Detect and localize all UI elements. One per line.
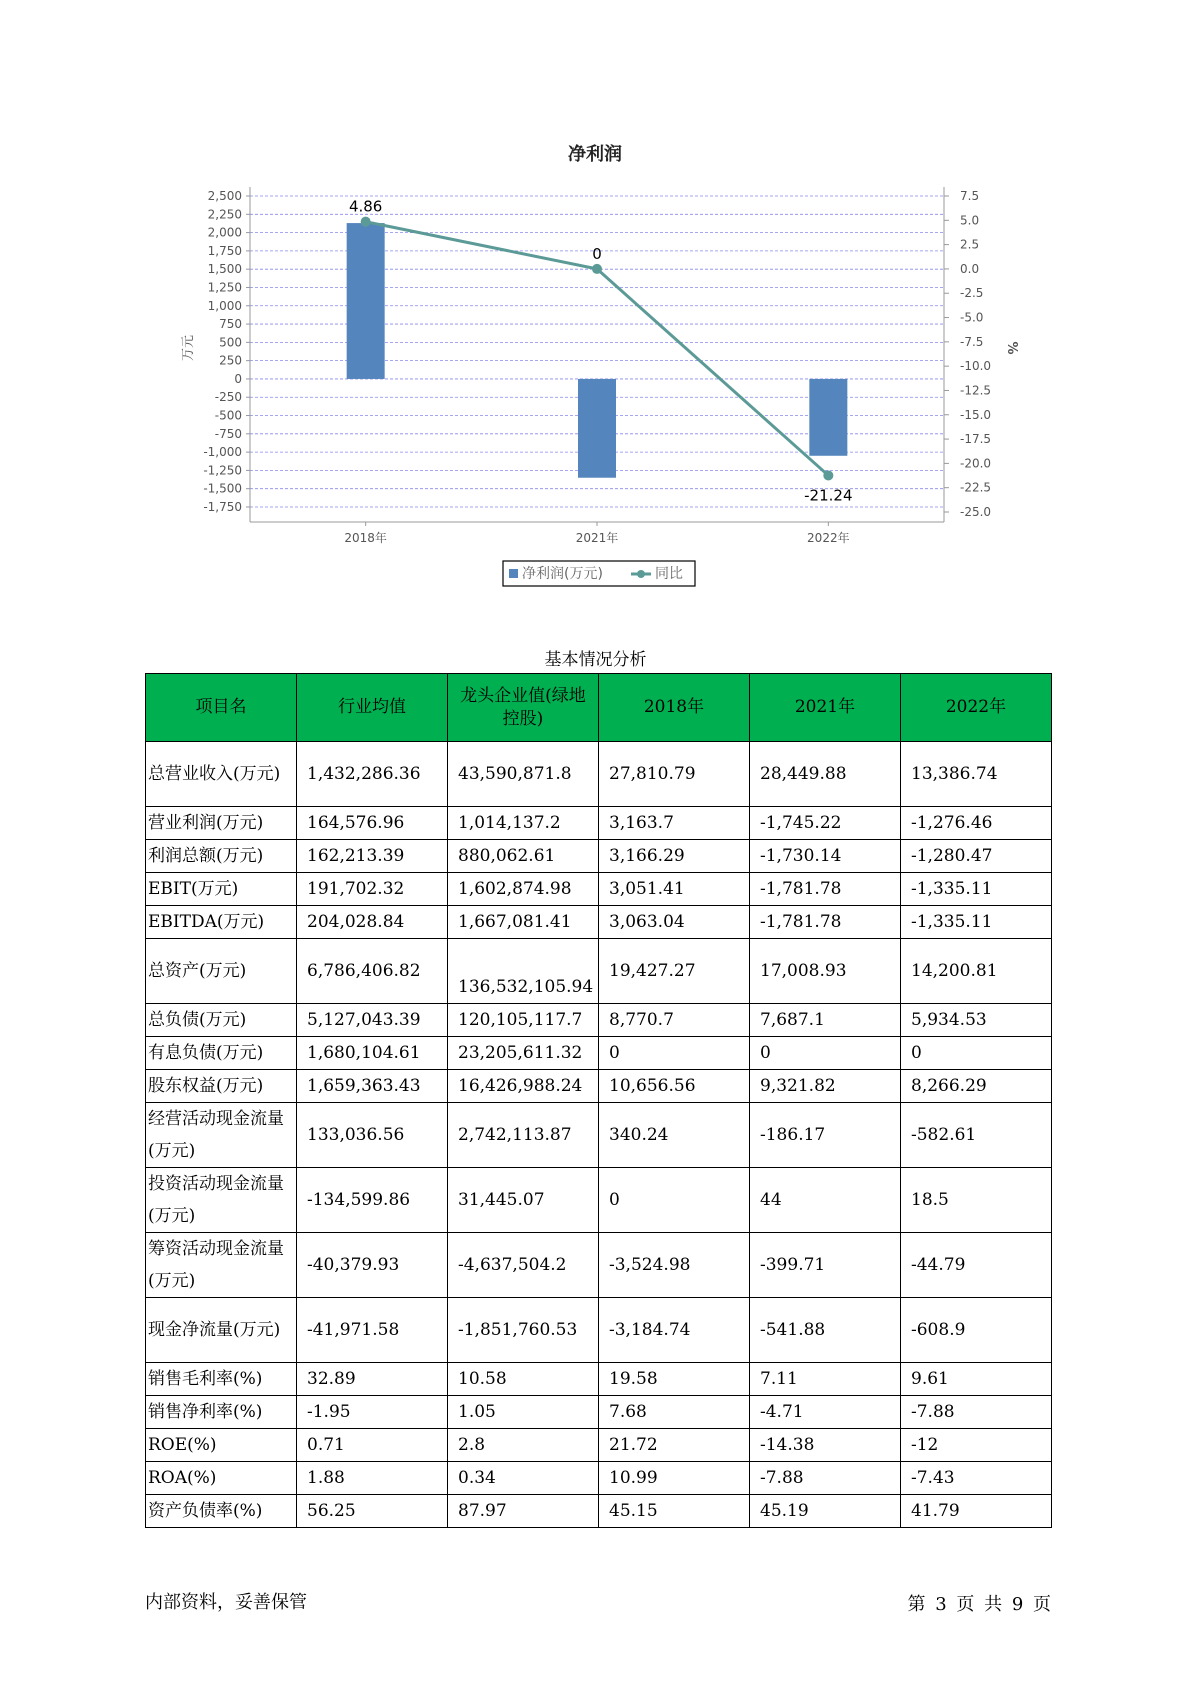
table-cell: 0 xyxy=(599,1037,750,1070)
table-cell: 1,659,363.43 xyxy=(297,1070,448,1103)
table-cell: -608.9 xyxy=(901,1298,1052,1363)
table-cell: -41,971.58 xyxy=(297,1298,448,1363)
row-label-cell: 有息负债(万元) xyxy=(146,1037,297,1070)
table-cell: 43,590,871.8 xyxy=(448,742,599,807)
yoy-data-label: -21.24 xyxy=(804,486,853,505)
yoy-point xyxy=(823,470,833,480)
table-cell: 3,063.04 xyxy=(599,906,750,939)
table-cell: 14,200.81 xyxy=(901,939,1052,1004)
net-profit-chart xyxy=(0,0,1191,600)
table-cell: -582.61 xyxy=(901,1103,1052,1168)
right-tick-label: -25.0 xyxy=(960,505,992,519)
table-cell: -14.38 xyxy=(750,1429,901,1462)
left-tick-label: -250 xyxy=(214,390,242,405)
header-cell: 项目名 xyxy=(146,674,297,742)
bar-net-profit xyxy=(347,223,385,379)
table-cell: 7,687.1 xyxy=(750,1004,901,1037)
table-cell: 1,432,286.36 xyxy=(297,742,448,807)
table-cell: 31,445.07 xyxy=(448,1168,599,1233)
left-tick-label: 500 xyxy=(219,335,242,350)
right-tick-label: 7.5 xyxy=(960,189,980,203)
table-cell: 191,702.32 xyxy=(297,873,448,906)
table-cell: 1,014,137.2 xyxy=(448,807,599,840)
header-cell: 行业均值 xyxy=(297,674,448,742)
table-cell: 0 xyxy=(901,1037,1052,1070)
chart-svg xyxy=(0,0,1191,600)
right-tick-label: -7.5 xyxy=(960,334,984,349)
left-tick-label: 0 xyxy=(234,371,242,386)
row-label-cell: 股东权益(万元) xyxy=(146,1070,297,1103)
row-label-cell: 资产负债率(%) xyxy=(146,1495,297,1528)
table-cell: -4.71 xyxy=(750,1396,901,1429)
table-cell: -1,335.11 xyxy=(901,873,1052,906)
left-tick-label: -500 xyxy=(214,408,242,423)
table-cell: -1,335.11 xyxy=(901,906,1052,939)
right-tick-label: 2.5 xyxy=(960,237,980,252)
table-cell: 19,427.27 xyxy=(599,939,750,1004)
row-label-cell: 销售净利率(%) xyxy=(146,1396,297,1429)
right-axis-title: % xyxy=(1004,341,1019,355)
table-cell: 18.5 xyxy=(901,1168,1052,1233)
table-cell: 0.71 xyxy=(297,1429,448,1462)
yoy-point xyxy=(592,264,602,274)
row-label-cell: EBIT(万元) xyxy=(146,873,297,906)
table-cell: 19.58 xyxy=(599,1363,750,1396)
right-tick-label: -20.0 xyxy=(960,456,992,471)
table-cell: 3,163.7 xyxy=(599,807,750,840)
table-row xyxy=(146,1396,1052,1429)
row-label-cell: ROA(%) xyxy=(146,1462,297,1495)
table-cell: -40,379.93 xyxy=(297,1233,448,1298)
table-row xyxy=(146,1004,1052,1037)
right-tick-label: -10.0 xyxy=(960,359,992,374)
table-cell: -1,730.14 xyxy=(750,840,901,873)
left-tick-label: 2,000 xyxy=(207,225,242,240)
left-tick-label: -1,500 xyxy=(203,481,242,496)
table-cell: 120,105,117.7 xyxy=(448,1004,599,1037)
table-cell: -1,745.22 xyxy=(750,807,901,840)
table-cell: -134,599.86 xyxy=(297,1168,448,1233)
row-label-cell: 总营业收入(万元) xyxy=(146,742,297,807)
left-tick-label: -1,750 xyxy=(203,500,242,514)
table-cell: -3,524.98 xyxy=(599,1233,750,1298)
table-cell: 44 xyxy=(750,1168,901,1233)
left-tick-label: 1,000 xyxy=(207,298,242,313)
table-cell: 28,449.88 xyxy=(750,742,901,807)
table-row xyxy=(146,1363,1052,1396)
table-cell: 1,667,081.41 xyxy=(448,906,599,939)
x-tick-label: 2022年 xyxy=(807,531,850,545)
table-cell: 164,576.96 xyxy=(297,807,448,840)
header-cell: 2022年 xyxy=(901,674,1052,742)
table-cell: 2,742,113.87 xyxy=(448,1103,599,1168)
table-row xyxy=(146,807,1052,840)
row-label-cell: 现金净流量(万元) xyxy=(146,1298,297,1363)
left-tick-label: 2,250 xyxy=(207,207,242,222)
table-cell: 3,166.29 xyxy=(599,840,750,873)
table-cell: -7.43 xyxy=(901,1462,1052,1495)
table-cell: 9.61 xyxy=(901,1363,1052,1396)
right-tick-label: -12.5 xyxy=(960,383,992,398)
row-label-cell: 总资产(万元) xyxy=(146,939,297,1004)
right-tick-label: -15.0 xyxy=(960,407,992,422)
table-cell: -186.17 xyxy=(750,1103,901,1168)
right-tick-label: -17.5 xyxy=(960,432,992,447)
table-cell: 880,062.61 xyxy=(448,840,599,873)
legend-line-label: 同比 xyxy=(655,566,683,582)
table-cell: 1,680,104.61 xyxy=(297,1037,448,1070)
table-cell: 0 xyxy=(599,1168,750,1233)
table-cell: -1.95 xyxy=(297,1396,448,1429)
footer-confidential-note: 内部资料，妥善保管 xyxy=(145,1592,307,1613)
left-tick-label: -1,250 xyxy=(203,463,242,478)
left-tick-label: 1,250 xyxy=(207,280,242,295)
table-cell: -3,184.74 xyxy=(599,1298,750,1363)
table-cell: 2.8 xyxy=(448,1429,599,1462)
table-cell: 9,321.82 xyxy=(750,1070,901,1103)
table-cell: -541.88 xyxy=(750,1298,901,1363)
table-cell: 3,051.41 xyxy=(599,873,750,906)
legend-line-marker xyxy=(637,570,645,578)
table-row xyxy=(146,1298,1052,1363)
table-cell: 21.72 xyxy=(599,1429,750,1462)
table-cell: 5,127,043.39 xyxy=(297,1004,448,1037)
yoy-data-label: 0 xyxy=(592,244,602,263)
table-row xyxy=(146,1070,1052,1103)
table-cell: -1,851,760.53 xyxy=(448,1298,599,1363)
header-cell: 龙头企业值(绿地控股) xyxy=(448,674,599,742)
table-row xyxy=(146,840,1052,873)
analysis-table xyxy=(145,673,1052,1528)
row-label-cell: 销售毛利率(%) xyxy=(146,1363,297,1396)
table-cell: 5,934.53 xyxy=(901,1004,1052,1037)
table-cell: 87.97 xyxy=(448,1495,599,1528)
table-cell: 10.99 xyxy=(599,1462,750,1495)
table-cell: 1,602,874.98 xyxy=(448,873,599,906)
row-label-cell: EBITDA(万元) xyxy=(146,906,297,939)
table-cell: 45.15 xyxy=(599,1495,750,1528)
table-cell: 133,036.56 xyxy=(297,1103,448,1168)
table-row xyxy=(146,939,1052,1004)
row-label-cell: 利润总额(万元) xyxy=(146,840,297,873)
table-cell: 0 xyxy=(750,1037,901,1070)
table-row xyxy=(146,873,1052,906)
table-row xyxy=(146,1233,1052,1298)
table-cell: -4,637,504.2 xyxy=(448,1233,599,1298)
table-row xyxy=(146,1495,1052,1528)
right-tick-label: 5.0 xyxy=(960,213,980,228)
table-cell: -1,276.46 xyxy=(901,807,1052,840)
table-cell: 1.88 xyxy=(297,1462,448,1495)
footer-page-number: 第 3 页 共 9 页 xyxy=(907,1594,1051,1615)
bar-net-profit xyxy=(578,379,616,478)
table-cell: 23,205,611.32 xyxy=(448,1037,599,1070)
table-cell: -7.88 xyxy=(901,1396,1052,1429)
table-cell: -1,781.78 xyxy=(750,873,901,906)
table-cell: -44.79 xyxy=(901,1233,1052,1298)
bar-net-profit xyxy=(809,379,847,456)
table-cell: 13,386.74 xyxy=(901,742,1052,807)
left-tick-label: 1,750 xyxy=(207,243,242,258)
right-tick-label: 0.0 xyxy=(960,261,980,276)
table-cell: 10.58 xyxy=(448,1363,599,1396)
yoy-point xyxy=(361,217,371,227)
left-tick-label: -750 xyxy=(214,426,242,441)
table-title: 基本情况分析 xyxy=(544,650,647,670)
yoy-data-label: 4.86 xyxy=(348,197,383,216)
table-cell: 10,656.56 xyxy=(599,1070,750,1103)
row-label-cell: 经营活动现金流量(万元) xyxy=(146,1103,297,1168)
row-label-cell: 筹资活动现金流量(万元) xyxy=(146,1233,297,1298)
table-cell: 7.11 xyxy=(750,1363,901,1396)
table-row xyxy=(146,1037,1052,1070)
table-cell: 1.05 xyxy=(448,1396,599,1429)
header-row xyxy=(146,674,1052,742)
table-cell: 32.89 xyxy=(297,1363,448,1396)
table-cell: 7.68 xyxy=(599,1396,750,1429)
left-tick-label: 750 xyxy=(219,317,242,332)
row-label-cell: 营业利润(万元) xyxy=(146,807,297,840)
table-cell: -7.88 xyxy=(750,1462,901,1495)
x-tick-label: 2018年 xyxy=(344,531,387,545)
table-cell: 162,213.39 xyxy=(297,840,448,873)
row-label-cell: ROE(%) xyxy=(146,1429,297,1462)
table-cell: -1,781.78 xyxy=(750,906,901,939)
left-tick-label: 2,500 xyxy=(207,189,242,203)
header-cell: 2021年 xyxy=(750,674,901,742)
legend-bar-swatch xyxy=(509,569,518,578)
row-label-cell: 投资活动现金流量(万元) xyxy=(146,1168,297,1233)
table-cell: 45.19 xyxy=(750,1495,901,1528)
table-cell: 56.25 xyxy=(297,1495,448,1528)
table-row xyxy=(146,906,1052,939)
right-tick-label: -22.5 xyxy=(960,480,992,495)
right-tick-label: -5.0 xyxy=(960,310,984,325)
left-axis-title: 万元 xyxy=(181,334,196,362)
header-cell: 2018年 xyxy=(599,674,750,742)
right-tick-label: -2.5 xyxy=(960,286,984,301)
table-cell: 16,426,988.24 xyxy=(448,1070,599,1103)
table-cell: 27,810.79 xyxy=(599,742,750,807)
table-cell: 41.79 xyxy=(901,1495,1052,1528)
table-row xyxy=(146,1103,1052,1168)
table-row xyxy=(146,1462,1052,1495)
table-cell: -12 xyxy=(901,1429,1052,1462)
table-cell: -1,280.47 xyxy=(901,840,1052,873)
table-cell: 8,266.29 xyxy=(901,1070,1052,1103)
legend-bar-label: 净利润(万元) xyxy=(522,566,603,582)
chart-title: 净利润 xyxy=(568,144,622,165)
left-tick-label: 1,500 xyxy=(207,262,242,277)
left-tick-label: -1,000 xyxy=(203,445,242,460)
table-cell: 204,028.84 xyxy=(297,906,448,939)
table-cell: 8,770.7 xyxy=(599,1004,750,1037)
table-cell: -399.71 xyxy=(750,1233,901,1298)
table-cell: 6,786,406.82 xyxy=(297,939,448,1004)
table-cell: 0.34 xyxy=(448,1462,599,1495)
x-tick-label: 2021年 xyxy=(575,531,619,545)
row-label-cell: 总负债(万元) xyxy=(146,1004,297,1037)
left-tick-label: 250 xyxy=(219,353,242,368)
table-row xyxy=(146,742,1052,807)
table-cell: 340.24 xyxy=(599,1103,750,1168)
table-cell: 17,008.93 xyxy=(750,939,901,1004)
table-row xyxy=(146,1429,1052,1462)
table-row xyxy=(146,1168,1052,1233)
table-cell: 136,532,105.94 xyxy=(448,939,599,1004)
